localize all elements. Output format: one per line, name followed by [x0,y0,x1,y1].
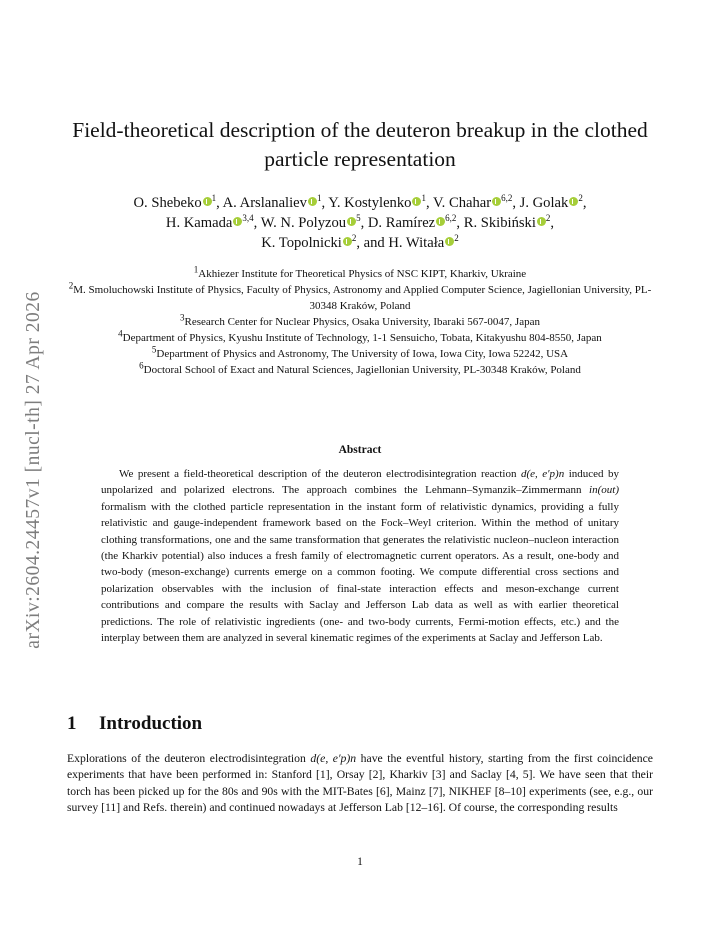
abstract-inout: in(out) [589,484,619,497]
author: K. Topolnicki [261,235,342,251]
abstract-reaction: d(e, e′p)n [520,468,565,480]
affiliation [60,282,660,314]
author: A. Arslanaliev [222,195,307,211]
affiliation-text: Doctoral School of Exact and Natural Sciences, Jagiellonian University, PL-30348 Kraków, Poland [143,364,581,376]
author-separator: , [253,215,261,231]
affiliation-number: 1 [193,264,199,275]
author-affiliation-sup: 2 [351,233,357,244]
author-separator: , [582,195,587,211]
author: V. Chahar [433,195,492,211]
author: Y. Kostylenko [328,195,412,211]
arxiv-stamp [16,260,52,680]
abstract-part: We present a field-theoretical description of the deuteron electrodisintegration reaction [119,468,517,480]
intro-part: have the eventful history, starting from the first coincidence experiments that have been performed in: Stanford [1], Orsay [2], Kharkiv [3] and Saclay [4, 5]. We have seen that their torch has been picked up for the 80s and 90s with the MIT-Bates [6], Mainz [7], NIKHEF [8–10] experiments (see, e.g., our survey [11] and Refs. therein) and continued nowadays at Jefferson Lab [12–16]. Of course, the corresponding results [67,752,653,814]
affiliation-text: Research Center for Nuclear Physics, Osaka University, Ibaraki 567-0047, Japan [184,316,540,328]
orcid-icon[interactable] [569,197,578,206]
affiliation [60,362,660,378]
author: H. Witała [388,235,445,251]
author: H. Kamada [165,215,233,231]
author-affiliation-sup: 5 [356,213,361,224]
author-affiliation-sup: 1 [316,193,322,204]
author-separator: , and [356,235,389,251]
orcid-icon[interactable] [412,197,421,206]
arxiv-stamp-text: arXiv:2604.24457v1 [nucl-th] 27 Apr 2026 [23,291,44,649]
author-affiliation-sup: 2 [454,233,459,244]
orcid-icon[interactable] [537,217,546,226]
author-affiliation-sup: 6,2 [501,193,513,204]
author-list [60,193,660,253]
author-separator: , [456,215,464,231]
author-separator: , [425,195,433,211]
affiliation [60,346,660,362]
orcid-icon[interactable] [436,217,445,226]
author-affiliation-sup: 3,4 [242,213,254,224]
abstract-part: induced by unpolarized and polarized electrons. The approach combines the Lehmann–Symanzik–Zimmermann [101,468,620,497]
affiliation-number: 6 [139,360,144,371]
orcid-icon[interactable] [343,237,352,246]
affiliation-text: Department of Physics, Kyushu Institute of Technology, 1-1 Sensuicho, Tobata, Kitakyushu 804-8550, Japan [122,332,602,344]
affiliation-text: Department of Physics and Astronomy, The University of Iowa, Iowa City, Iowa 52242, USA [156,348,569,360]
orcid-icon[interactable] [203,197,212,206]
abstract-text [101,466,619,646]
author-affiliation-sup: 2 [578,193,583,204]
affiliation-number: 2 [68,280,74,291]
orcid-icon[interactable] [347,217,356,226]
paper-title: Field-theoretical description of the deuteron breakup in the clothed particle representation [72,118,648,171]
author-affiliation-sup: 1 [421,193,426,204]
intro-paragraph [67,751,653,816]
author: O. Shebeko [133,195,202,211]
orcid-icon[interactable] [492,197,501,206]
author: J. Golak [519,195,569,211]
affiliation-text: M. Smoluchowski Institute of Physics, Faculty of Physics, Astronomy and Applied Computer Science, Jagiellonian University, PL-30348 Kraków, Poland [73,284,652,312]
affiliation-number: 4 [118,328,123,339]
author: R. Skibiński [463,215,536,231]
affiliation [60,266,660,282]
page-number: 1 [357,856,363,868]
author: W. N. Polyzou [260,215,347,231]
abstract-part: formalism with the clothed particle representation in the instant form of relativistic dynamics, providing a fully relativistic and gauge-independent framework based on the Fock–Weyl criterion. Within the method of unitary clothing transformations, one and the same transformation that generates the relativistic nucleon–nucleon interaction (the Kharkiv potential) also induces a fresh family of electromagnetic current operators. As a result, one-body and two-body (meson-exchange) currents emerge on a common footing. We compute differential cross sections and polarization observables with the inclusion of final-state interaction effects and meson-exchange current contributions and compare the results with Saclay and Jefferson Lab data as well as with earlier theoretical predictions. The role of relativistic ingredients (one- and two-body currents, Fermi-motion effects, etc.) and the interplay between them are analyzed in several kinematic regimes of the experiments at Saclay and Jefferson Lab. [101,500,619,645]
affiliation-number: 5 [151,344,157,355]
orcid-icon[interactable] [308,197,317,206]
author-separator: , [550,215,555,231]
author-separator: , [360,215,368,231]
section-title: Introduction [99,713,203,734]
affiliation [60,330,660,346]
orcid-icon[interactable] [445,237,454,246]
affiliation-list [60,266,660,378]
affiliation-text: Akhiezer Institute for Theoretical Physics of NSC KIPT, Kharkiv, Ukraine [198,268,527,280]
intro-part: Explorations of the deuteron electrodisintegration [67,752,311,765]
section-heading [67,713,202,735]
affiliation [60,314,660,330]
section-number: 1 [67,713,77,734]
abstract-heading: Abstract [338,444,382,456]
author: D. Ramírez [367,215,436,231]
author-affiliation-sup: 1 [211,193,217,204]
author-affiliation-sup: 2 [545,213,551,224]
author-separator: , [512,195,520,211]
intro-reaction: d(e, e′p)n [310,752,357,765]
author-separator: , [216,195,223,211]
author-separator: , [321,195,329,211]
affiliation-number: 3 [180,312,185,323]
author-affiliation-sup: 6,2 [445,213,457,224]
orcid-icon[interactable] [233,217,242,226]
